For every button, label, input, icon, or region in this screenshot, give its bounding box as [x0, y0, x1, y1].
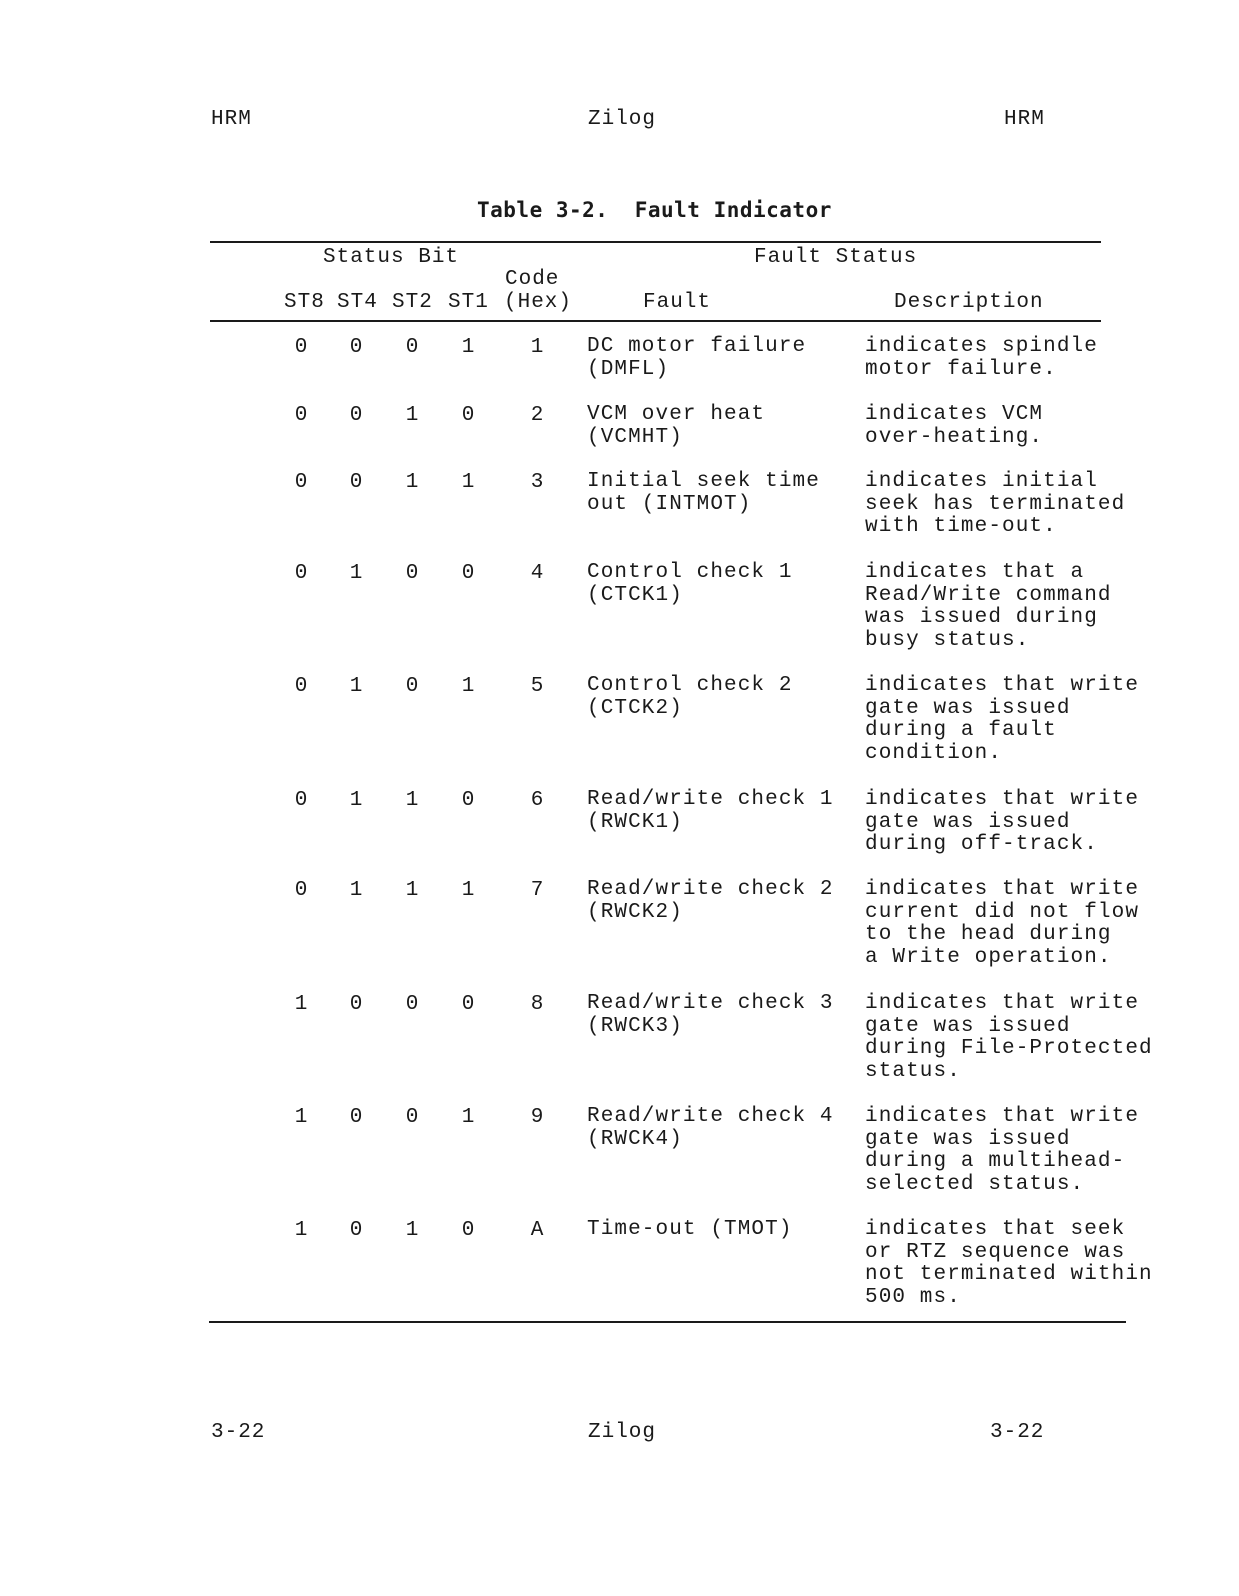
table-top-rule: [210, 241, 1101, 243]
fault-description: indicates that write gate was issued during File-Protected status.: [865, 992, 1153, 1083]
hex-code: 3: [530, 471, 544, 494]
st4-value: 0: [349, 404, 363, 427]
hex-code: 6: [530, 789, 544, 812]
st2-value: 1: [405, 471, 419, 494]
st4-value: 1: [349, 879, 363, 902]
st4-value: 1: [349, 789, 363, 812]
fault-name: Read/write check 1 (RWCK1): [587, 788, 834, 834]
hex-code: 5: [530, 675, 544, 698]
st2-value: 1: [405, 879, 419, 902]
st1-heading: ST1: [448, 291, 489, 314]
st8-value: 0: [294, 879, 308, 902]
st1-value: 1: [461, 471, 475, 494]
fault-name: Read/write check 2 (RWCK2): [587, 878, 834, 924]
st2-value: 1: [405, 404, 419, 427]
st2-value: 0: [405, 675, 419, 698]
st8-value: 1: [294, 993, 308, 1016]
st8-value: 1: [294, 1219, 308, 1242]
st4-value: 1: [349, 675, 363, 698]
st2-heading: ST2: [392, 291, 433, 314]
fault-name: Time-out (TMOT): [587, 1218, 793, 1241]
fault-status-heading: Fault Status: [754, 246, 918, 269]
st2-value: 0: [405, 993, 419, 1016]
fault-name: Initial seek time out (INTMOT): [587, 470, 820, 516]
hex-code: 7: [530, 879, 544, 902]
fault-description: indicates that write gate was issued during off-track.: [865, 788, 1140, 856]
st2-value: 1: [405, 789, 419, 812]
st1-value: 0: [461, 562, 475, 585]
st1-value: 0: [461, 404, 475, 427]
hex-code: 4: [530, 562, 544, 585]
st1-value: 1: [461, 336, 475, 359]
header-right: HRM: [1004, 108, 1045, 131]
st1-value: 0: [461, 789, 475, 812]
table-bottom-rule: [209, 1321, 1126, 1323]
footer-right-page-number: 3-22: [990, 1421, 1045, 1444]
fault-name: DC motor failure (DMFL): [587, 335, 807, 381]
st8-heading: ST8: [284, 291, 325, 314]
st8-value: 0: [294, 471, 308, 494]
st4-value: 0: [349, 336, 363, 359]
fault-name: Read/write check 3 (RWCK3): [587, 992, 834, 1038]
st4-value: 0: [349, 471, 363, 494]
fault-heading: Fault: [643, 291, 712, 314]
st2-value: 1: [405, 1219, 419, 1242]
footer-left-page-number: 3-22: [211, 1421, 266, 1444]
fault-description: indicates that a Read/Write command was issued during busy status.: [865, 561, 1112, 652]
st2-value: 0: [405, 562, 419, 585]
st1-value: 0: [461, 993, 475, 1016]
st4-heading: ST4: [337, 291, 378, 314]
st8-value: 0: [294, 404, 308, 427]
st2-value: 0: [405, 336, 419, 359]
description-heading: Description: [894, 291, 1044, 314]
st2-value: 0: [405, 1106, 419, 1129]
st1-value: 1: [461, 675, 475, 698]
st1-value: 0: [461, 1219, 475, 1242]
hex-code: 9: [530, 1106, 544, 1129]
fault-description: indicates that write current did not flow to the head during a Write operation.: [865, 878, 1140, 969]
st4-value: 1: [349, 562, 363, 585]
st8-value: 0: [294, 675, 308, 698]
hex-code: A: [530, 1219, 544, 1242]
table-title: Table 3-2. Fault Indicator: [477, 198, 832, 222]
hex-code: 8: [530, 993, 544, 1016]
status-bit-heading: Status Bit: [323, 246, 460, 269]
st4-value: 0: [349, 993, 363, 1016]
hex-heading: (Hex): [504, 291, 573, 314]
st8-value: 1: [294, 1106, 308, 1129]
st1-value: 1: [461, 879, 475, 902]
fault-description: indicates that write gate was issued during a fault condition.: [865, 674, 1140, 765]
fault-description: indicates spindle motor failure.: [865, 335, 1098, 381]
st1-value: 1: [461, 1106, 475, 1129]
fault-name: Read/write check 4 (RWCK4): [587, 1105, 834, 1151]
fault-name: Control check 1 (CTCK1): [587, 561, 793, 607]
hex-code: 2: [530, 404, 544, 427]
st8-value: 0: [294, 336, 308, 359]
st8-value: 0: [294, 562, 308, 585]
fault-name: Control check 2 (CTCK2): [587, 674, 793, 720]
header-left: HRM: [211, 108, 252, 131]
fault-description: indicates that seek or RTZ sequence was not terminated within 500 ms.: [865, 1218, 1153, 1309]
st4-value: 0: [349, 1106, 363, 1129]
fault-name: VCM over heat (VCMHT): [587, 403, 766, 449]
fault-description: indicates VCM over-heating.: [865, 403, 1044, 449]
code-heading: Code: [505, 268, 560, 291]
st4-value: 0: [349, 1219, 363, 1242]
footer-center: Zilog: [588, 1421, 657, 1444]
header-bottom-rule: [210, 320, 1101, 322]
hex-code: 1: [530, 336, 544, 359]
header-center: Zilog: [588, 108, 657, 131]
fault-description: indicates initial seek has terminated with time-out.: [865, 470, 1126, 538]
fault-description: indicates that write gate was issued during a multihead- selected status.: [865, 1105, 1140, 1196]
st8-value: 0: [294, 789, 308, 812]
